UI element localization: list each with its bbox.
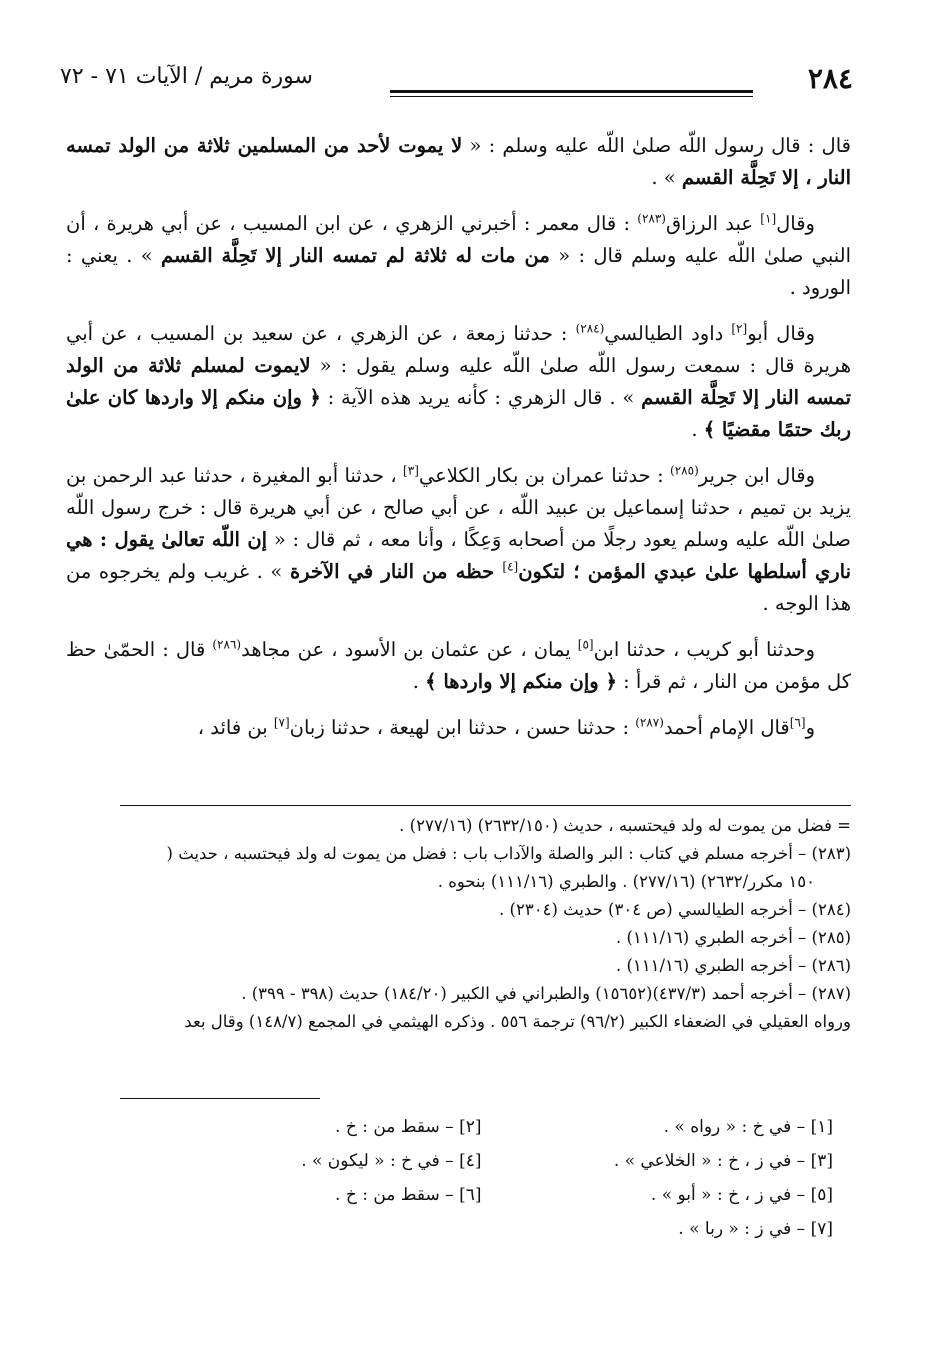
footnote-ref: (٢٨٤): [575, 321, 605, 336]
hadith-text: لايموت لمسلم ثلاثة من الولد تمسه النار إلا تَحِلَّة القسم: [66, 354, 851, 409]
text-run: : حدثنا عمران بن بكار الكلاعي: [418, 464, 671, 487]
footnote-286: (٢٨٦) – أخرجه الطبري (١١١/١٦) .: [615, 956, 851, 975]
variant-row: [130, 1178, 833, 1212]
variant-ref: [٤]: [502, 559, 519, 574]
footnote-284: (٢٨٤) – أخرجه الطيالسي (ص ٣٠٤) حديث (٢٣٠٤) .: [499, 900, 851, 919]
text-run: : قال معمر : أخبرني الزهري ، عن ابن المسيب ، عن أبي هريرة ، أن النبي صلىٰ اللّه عليه وسلم قال : «: [66, 212, 852, 267]
variant-ref: [٦]: [789, 715, 806, 730]
text-run: وقال: [776, 212, 815, 235]
text-run: قال : الحمّىٰ حظ كل مؤمن من النار ، ثم قرأ :: [66, 638, 851, 693]
text-run: وحدثنا أبو كريب ، حدثنا ابن: [593, 638, 815, 661]
text-run: داود الطيالسي: [604, 322, 732, 345]
footnote-283: (٢٨٣) – أخرجه مسلم في كتاب : البر والصلة والآداب باب : فضل من يموت له ولد فيحتسبه ، حديث (: [166, 844, 851, 863]
text-run: » . يعني : الورود .: [66, 244, 851, 299]
variant-note: [١] – في خ : « رواه » .: [663, 1117, 833, 1137]
text-run: » .: [651, 166, 682, 189]
text-run: قال الإمام أحمد: [663, 716, 790, 739]
variant-note: [٣] – في ز ، خ : « الخلاعي » .: [613, 1151, 833, 1171]
quran-verse: ﴿ وإن منكم إلا واردها كان علىٰ ربك حتمًا مقضيًا ﴾: [66, 386, 851, 441]
footnote-ref: (٢٨٧): [635, 715, 664, 730]
variant-note: [٥] – في ز ، خ : « أبو » .: [650, 1185, 833, 1205]
hadith-text: حظه من النار في الآخرة: [289, 560, 503, 583]
footnote-ref: (٢٨٦): [212, 637, 242, 652]
text-run: ، حدثنا أبو المغيرة ، حدثنا عبد الرحمن بن يزيد بن تميم ، حدثنا إسماعيل بن عبيد اللّه ، عن أبي صالح ، عن أبي هريرة قال : خرج رسول اللّه صلىٰ اللّه عليه وسلم يعود رجلًا من أصحابه وَعِكًا ، وأنا معه ، ثم قال : «: [66, 464, 851, 551]
footnote-287: (٢٨٧) – أخرجه أحمد (٤٣٧/٣)(١٥٦٥٢) والطبراني في الكبير (١٨٤/٢٠) حديث (٣٩٨ - ٣٩٩) .: [241, 984, 851, 1003]
variant-row: [130, 1144, 833, 1178]
text-run: : حدثنا حسن ، حدثنا ابن لهيعة ، حدثنا زبان: [289, 716, 636, 739]
footnote-ref: (٢٨٥): [670, 463, 699, 478]
header-rule: [390, 90, 753, 97]
variant-ref: [٥]: [577, 637, 594, 652]
paragraph-4: [66, 460, 851, 620]
footnote-ref: (٢٨٣): [637, 211, 666, 226]
surah-title: سورة مريم / الآيات ٧١ - ٧٢: [60, 64, 313, 89]
footnote-separator: [120, 805, 851, 806]
variant-row: [130, 1212, 833, 1246]
manuscript-variants: [130, 1110, 833, 1246]
variant-note: [٧] – في ز : « ربا » .: [678, 1219, 833, 1239]
text-run: يمان ، عن عثمان بن الأسود ، عن مجاهد: [241, 638, 578, 661]
footnote-continuation: = فضل من يموت له ولد فيحتسبه ، حديث (٢٦٣٢/١٥٠) (٢٧٧/١٦) .: [399, 816, 851, 835]
variant-note: [٤] – في خ : « ليكون » .: [301, 1151, 482, 1171]
page-number: ٢٨٤: [807, 62, 853, 95]
paragraph-2: [66, 208, 851, 304]
variant-ref: [٣]: [403, 463, 419, 478]
footnote-285: (٢٨٥) – أخرجه الطبري (١١١/١٦) .: [615, 928, 851, 947]
text-run: وقال أبو: [747, 322, 816, 345]
text-run: و: [805, 716, 815, 739]
text-run: .: [691, 418, 704, 441]
text-run: .: [412, 670, 426, 693]
main-text: [66, 130, 851, 758]
footnote-283-cont: ١٥٠ مكرر/٢٦٣٢) (٢٧٧/١٦) . والطبري (١١١/١٦) بنحوه .: [437, 872, 815, 891]
variant-ref: [١]: [760, 211, 777, 226]
page-header: [60, 62, 853, 102]
variant-note: [130, 1212, 482, 1246]
hadith-text: لا يموت لأحد من المسلمين ثلاثة من الولد تمسه النار ، إلا تَحِلَّة القسم: [66, 134, 851, 189]
variant-note: [٢] – سقط من : خ .: [335, 1117, 482, 1137]
hadith-text: إن اللّه تعالىٰ يقول : هي ناري أسلطها علىٰ عبدي المؤمن ؛ لتكون: [66, 528, 851, 583]
variant-row: [130, 1110, 833, 1144]
text-run: وقال ابن جرير: [698, 464, 816, 487]
variant-ref: [٧]: [273, 715, 290, 730]
variants-separator: [120, 1098, 320, 1099]
paragraph-1: [66, 130, 851, 194]
text-run: » . قال الزهري : كأنه يريد هذه الآية :: [320, 386, 642, 409]
text-run: بن فائد ،: [197, 716, 274, 739]
text-run: » . غريب ولم يخرجوه من هذا الوجه .: [66, 560, 851, 615]
paragraph-6: [66, 712, 851, 744]
paragraph-3: [66, 318, 851, 446]
text-run: عبد الرزاق: [665, 212, 761, 235]
footnotes: [66, 812, 851, 1036]
variant-ref: [٢]: [731, 321, 748, 336]
footnote-287-cont: ورواه العقيلي في الضعفاء الكبير (٩٦/٢) ترجمة ٥٥٦ . وذكره الهيثمي في المجمع (١٤٨/٧) وقال بعد: [184, 1012, 851, 1031]
paragraph-5: [66, 634, 851, 698]
quran-verse: ﴿ وإن منكم إلا واردها ﴾: [425, 670, 617, 693]
variant-note: [٦] – سقط من : خ .: [335, 1185, 482, 1205]
text-run: : حدثنا زمعة ، عن الزهري ، عن سعيد بن المسيب ، عن أبي هريرة قال : سمعت رسول اللّه صلىٰ اللّه عليه وسلم يقول : «: [66, 322, 851, 377]
text-run: قال : قال رسول اللّه صلىٰ اللّه عليه وسلم : «: [462, 134, 851, 157]
hadith-text: من مات له ثلاثة لم تمسه النار إلا تَحِلَّة القسم: [161, 244, 550, 267]
